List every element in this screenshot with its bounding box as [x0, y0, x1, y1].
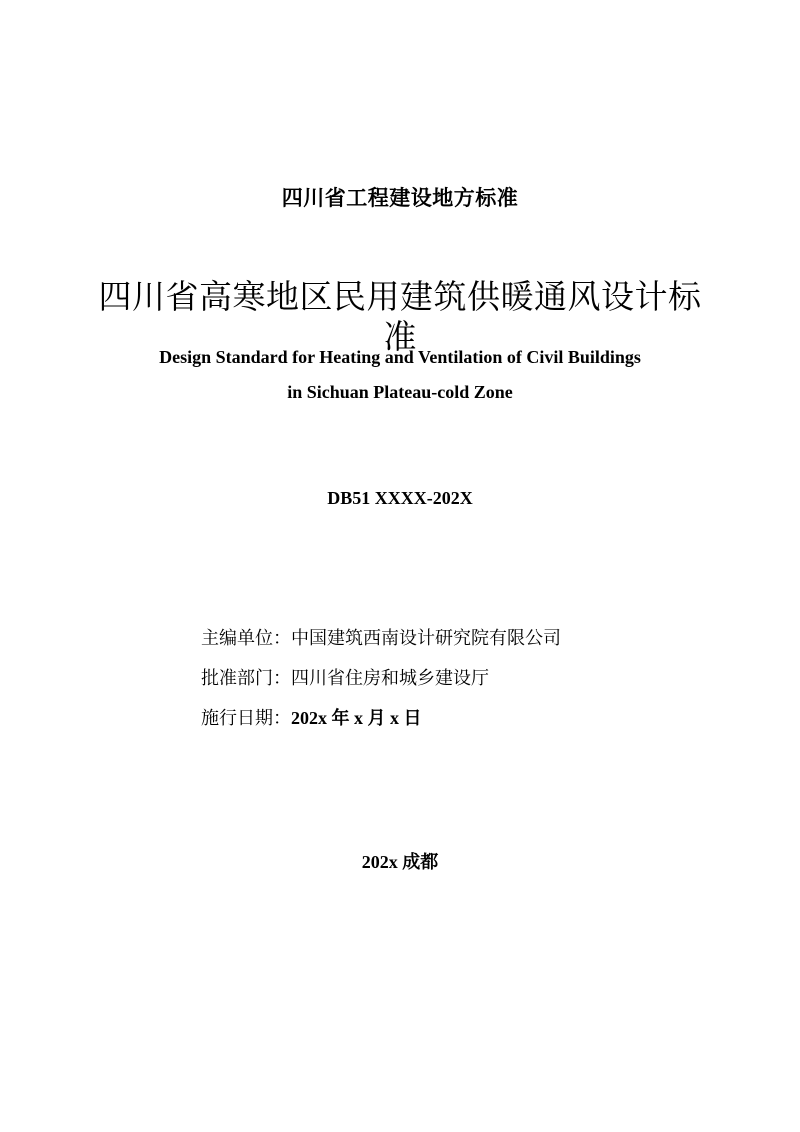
standard-code: DB51 XXXX-202X	[327, 488, 473, 508]
info-label: 批准部门：	[201, 668, 291, 688]
info-value: 中国建筑西南设计研究院有限公司	[291, 628, 561, 648]
title-en-line1: Design Standard for Heating and Ventilation of Civil Buildings	[159, 347, 641, 367]
title-en-line2: in Sichuan Plateau-cold Zone	[287, 382, 513, 402]
info-effective-date	[201, 704, 422, 730]
title-zh-line1: 四川省高寒地区民用建筑供暖通风设计标	[98, 280, 702, 316]
info-value: 四川省住房和城乡建设厅	[291, 668, 489, 688]
info-label: 施行日期：	[201, 708, 291, 728]
info-value: 202x 年 x 月 x 日	[291, 708, 422, 728]
info-editor-unit	[201, 624, 561, 650]
footer-year-place: 202x 成都	[361, 852, 439, 872]
series-title: 四川省工程建设地方标准	[281, 186, 519, 210]
info-label: 主编单位：	[201, 628, 291, 648]
title-zh-line2: 准	[383, 320, 417, 356]
info-approval-dept	[201, 664, 489, 690]
